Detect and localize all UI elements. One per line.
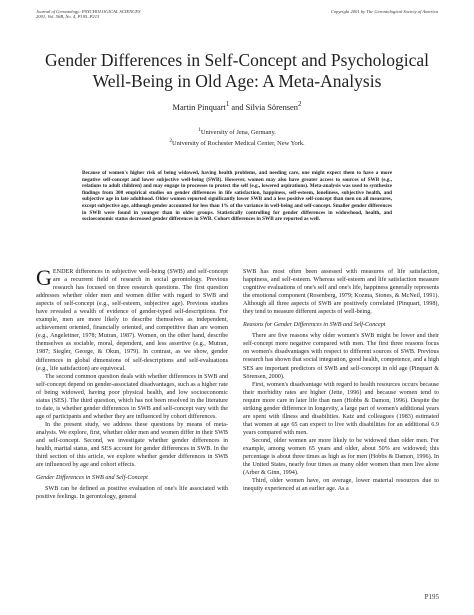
page-number: P195 xyxy=(424,593,439,601)
drop-cap: G xyxy=(36,265,52,290)
body-paragraph: SWB has most often been assessed with measures of life satisfaction, happiness, and self-esteem. Whereas self-esteem and life satisfaction measure cognitive evaluations of one's self and one's life, happiness generally represents the emotional component (Rosenberg, 1979; Kozma, Stones, & McNeil, 1991). Although all three aspects of SWB are positively correlated (Pinquart, 1998), they tend to measure different aspects of well-being. xyxy=(243,269,439,316)
body-paragraph: SWB can be defined as positive evaluation of one's life associated with positive feelings. In gerontology, general xyxy=(36,486,228,501)
title-line-1: Gender Differences in Self-Concept and Psychological xyxy=(44,50,430,70)
body-paragraph: The second common question deals with whether differences in SWB and self-concept depend on gender-associated disadvantages, such as a higher rate of being widowed, having poor physical health, and low socioeconomic status (SES). The third question, which has not been resolved in the literature to date, is whether gender differences in SWB and self-concept vary with the age of participants and whether they are influenced by cohort differences. xyxy=(36,373,228,420)
author-1-marker: 1 xyxy=(225,100,230,108)
title-line-2: Well-Being in Old Age: A Meta-Analysis xyxy=(92,71,382,91)
affiliations xyxy=(0,126,474,148)
body-paragraph: There are five reasons why older women's SWB might be lower and their self-concept more negative compared with men. The first three reasons focus on women's disadvantages with respect to different sources of SWB. Previous research has shown that social integration, good health, competence, and a high SES are important predictors of SWB and self-concept in old age (Pinquart & Sörensen, 2000). xyxy=(243,333,439,380)
intro-text: differences in subjective well-being (SWB) and self-concept are a recurrent field of research in social gerontology. Previous research has focused on three research questions. The first question addresses whether older men and women differ with regard to SWB and aspects of self-concept (e.g., self-esteem, subjective age). Previous studies have revealed a wealth of evidence of gender-typed self-descriptions. For example, men are more likely to describe themselves as independent, achievement oriented, financially oriented, and competitive than are women (e.g., Angeleitner, 1978; Mutran, 1987). Women, on the other hand, describe themselves as sociable, moral, dependent, and less assertive (e.g., Mutran, 1987; Siegler, George, & Okun, 1979). In contrast, as we show, gender differences in global dimensions of self-descriptions and self-evaluations (e.g., life satisfaction) are equivocal. xyxy=(36,269,228,372)
abstract: Because of women's higher risk of being widowed, having health problems, and needing care, one might expect them to have a more negative self-concept and lower subjective well-being (SWB). However, women may also have greater access to sources of SWB (e.g., relations to adult children) and may engage in processes to protect the self (e.g., lowered aspirations). Meta-analysis was used to synthesize findings from 300 empirical studies on gender differences in life satisfaction, happiness, self-esteem, loneliness, subjective health, and subjective age in late adulthood. Older women reported significantly lower SWB and a less positive self-concept than men on all measures, except subjective age, although gender accounted for less than 1% of the variance in well-being and self-concept. Smaller gender differences in SWB were found in younger than in older groups. Statistically controlling for gender differences in widowhood, health, and socioeconomic status decreased gender differences in SWB. Cohort differences in SWB are reported as well. xyxy=(82,170,392,223)
body-paragraph: Third, older women have, on average, lower material resources due to inequity experienced at an earlier age. As a xyxy=(243,478,439,493)
intro-paragraph xyxy=(36,265,228,373)
affiliation-2: $^2$University of Rochester Medical Center, New York. xyxy=(169,138,305,148)
body-paragraph: In the present study, we address these questions by means of meta-analysis. We explore, first, whether older men and women differ in their SWB and self-concept. Second, we investigate whether gender differences in health, marital status, and SES account for gender differences in SWB. In the third section of this article, we explore whether gender differences in SWB are influenced by age and cohort effects. xyxy=(36,421,228,469)
journal-name: Journal of Gerontology: PSYCHOLOGICAL SCIENCES xyxy=(36,9,141,14)
running-header-left xyxy=(36,9,140,20)
body-column-right xyxy=(243,268,439,493)
intro-small-caps: ENDER xyxy=(52,269,74,275)
author-2-marker: 2 xyxy=(297,100,302,108)
section-heading: Gender Differences in SWB and Self-Concept xyxy=(36,475,148,482)
body-paragraph: First, women's disadvantage with regard to health resources occurs because their morbidity rates are higher (Jette, 1996) and because women tend to require more care in later life than men (Hobbs & Damon, 1996). Despite the striking gender difference in longevity, a large part of women's additional years are spent with illness and disabilities. Katz and colleagues (1983) estimated that women at age 65 can expect to live with disabilities for an additional 6.9 years compared with men. xyxy=(243,381,439,436)
author-line xyxy=(0,100,474,112)
article-title xyxy=(20,50,454,92)
section-heading: Reasons for Gender Differences in SWB and Self-Concept xyxy=(243,322,386,329)
author-2: Silvia Sörensen xyxy=(245,102,298,112)
author-conjunction: and xyxy=(229,102,246,112)
copyright-line: Copyright 2001 by The Gerontological Society of America xyxy=(330,9,438,14)
author-1: Martin Pinquart xyxy=(172,102,226,112)
journal-volume: 2001, Vol. 56B, No. 4, P195–P213 xyxy=(36,14,100,20)
body-paragraph: Second, older women are more likely to be widowed than older men. For example, among women 65 years and older, about 50% are widowed; this percentage is about three times as high as for men (Hobbs & Damon, 1996). In the United States, nearly four times as many older women than men live alone (Arber & Ginn, 1994). xyxy=(243,437,439,477)
affiliation-1: $^1$University of Jena, Germany. xyxy=(198,127,276,137)
body-column-left xyxy=(36,265,228,501)
running-header-right xyxy=(331,9,438,14)
